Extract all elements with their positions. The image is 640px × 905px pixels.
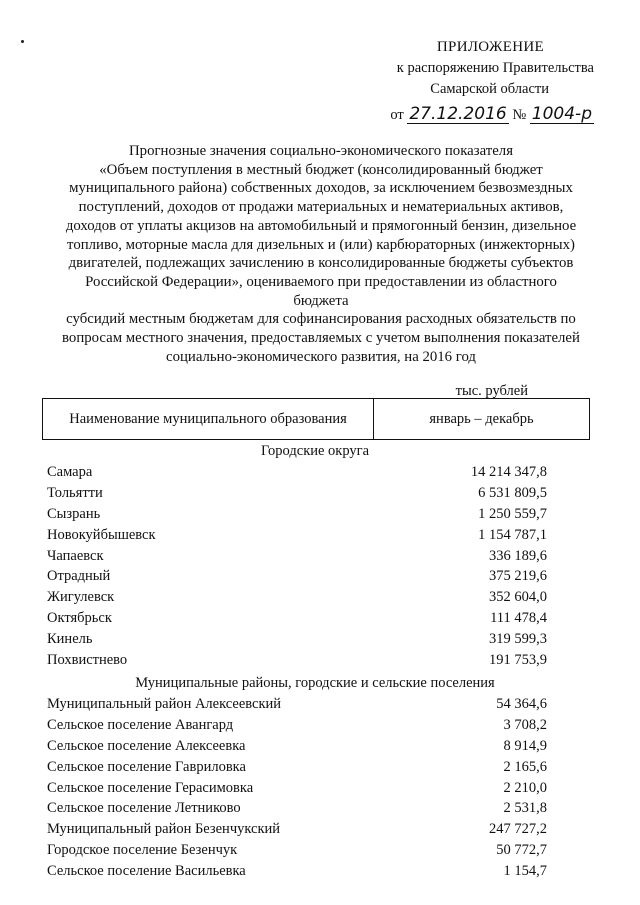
units-label: тыс. рублей [455, 383, 528, 399]
table-row [47, 462, 547, 483]
row-value: 50 772,7 [496, 841, 547, 858]
row-value: 1 154,7 [503, 862, 547, 879]
appendix-region: Самарской области [430, 80, 549, 97]
table-row [47, 628, 547, 649]
handwritten-date: 27.12.2016 [409, 104, 507, 124]
title-line: доходов от уплаты акцизов на автомобильный и прямогонный бензин, дизельное [65, 217, 577, 234]
title-line: вопросам местного значения, предоставляемых с учетом выполнения показателей [62, 330, 580, 347]
number-sign: № [512, 107, 527, 123]
table-header [42, 398, 590, 440]
row-value: 54 364,6 [496, 696, 547, 713]
row-name: Сельское поселение Васильевка [47, 862, 246, 879]
handwritten-number: 1004-р [531, 104, 592, 124]
row-name: Отрадный [47, 568, 111, 585]
row-value: 247 727,2 [489, 821, 547, 838]
row-name: Чапаевск [47, 547, 104, 564]
city-districts-rows [47, 462, 547, 670]
table-row [47, 798, 547, 819]
row-value: 352 604,0 [489, 589, 547, 606]
title-line: поступлений, доходов от продажи материальных и нематериальных активов, [78, 199, 564, 216]
title-line: Прогнозные значения социально-экономического показателя [129, 143, 513, 159]
title-line: социально-экономического развития, на 2016 год [166, 348, 476, 365]
table-row [47, 736, 547, 757]
row-value: 8 914,9 [503, 737, 547, 754]
row-name: Сельское поселение Герасимовка [47, 779, 254, 796]
appendix-block [314, 38, 594, 124]
margin-dot [21, 40, 24, 43]
row-value: 375 219,6 [489, 568, 547, 585]
row-value: 2 531,8 [503, 800, 547, 817]
table-row [47, 483, 547, 504]
row-value: 336 189,6 [489, 547, 547, 564]
title-line: субсидий местным бюджетам для софинансирования расходных обязательств по [66, 311, 576, 328]
table-row [47, 694, 547, 715]
row-name: Сызрань [47, 505, 101, 522]
title-line: топливо, моторные масла для дизельных и (или) карбюраторных (инжекторных) [67, 236, 575, 253]
table-row [47, 819, 547, 840]
row-name: Сельское поселение Гавриловка [47, 758, 246, 775]
row-name: Сельское поселение Летниково [47, 800, 241, 817]
row-value: 2 210,0 [503, 779, 547, 796]
table-row [47, 608, 547, 629]
row-value: 3 708,2 [503, 717, 547, 734]
row-name: Муниципальный район Алексеевский [47, 696, 282, 713]
row-name: Тольятти [47, 485, 103, 502]
title-line: «Объем поступления в местный бюджет (консолидированный бюджет [99, 161, 543, 178]
appendix-title: ПРИЛОЖЕНИЕ [436, 39, 544, 55]
row-name: Новокуйбышевск [47, 526, 156, 543]
row-name: Городское поселение Безенчук [47, 841, 238, 858]
table-row [47, 756, 547, 777]
section-title-municipal-districts: Муниципальные районы, городские и сельские поселения [135, 675, 495, 691]
row-value: 1 154 787,1 [478, 526, 547, 543]
municipal-districts-rows [47, 694, 547, 881]
table-row [47, 566, 547, 587]
table-row [47, 545, 547, 566]
row-name: Похвистнево [47, 651, 128, 668]
table-row [47, 715, 547, 736]
row-name: Кинель [47, 630, 93, 647]
table-row [47, 840, 547, 861]
row-value: 1 250 559,7 [478, 505, 547, 522]
document-title [56, 142, 586, 366]
row-name: Муниципальный район Безенчукский [47, 821, 281, 838]
table-row [47, 860, 547, 881]
row-value: 6 531 809,5 [478, 485, 547, 502]
column-header-name: Наименование муниципального образования [43, 399, 374, 439]
table-row [47, 587, 547, 608]
table-row [47, 777, 547, 798]
table-row [47, 649, 547, 670]
row-value: 111 478,4 [490, 609, 547, 626]
row-value: 191 753,9 [489, 651, 547, 668]
title-line: Российской Федерации», оцениваемого при предоставлении из областного бюджета [85, 273, 557, 309]
row-name: Жигулевск [47, 589, 115, 606]
row-name: Сельское поселение Алексеевка [47, 737, 246, 754]
title-line: двигателей, подлежащих зачислению в консолидированные бюджеты субъектов [68, 255, 574, 272]
section-title-city-districts: Городские округа [260, 443, 370, 459]
appendix-reference: к распоряжению Правительства [396, 59, 594, 76]
table-row [47, 524, 547, 545]
date-prefix: от [390, 107, 404, 123]
row-name: Октябрьск [47, 609, 112, 626]
row-name: Самара [47, 464, 93, 481]
row-value: 14 214 347,8 [470, 464, 547, 481]
row-value: 319 599,3 [489, 630, 547, 647]
title-line: муниципального района) собственных доходов, за исключением безвозмездных [69, 180, 573, 197]
table-row [47, 504, 547, 525]
row-name: Сельское поселение Авангард [47, 717, 234, 734]
row-value: 2 165,6 [503, 758, 547, 775]
column-header-period: январь – декабрь [429, 410, 534, 427]
appendix-date-line [314, 105, 594, 124]
